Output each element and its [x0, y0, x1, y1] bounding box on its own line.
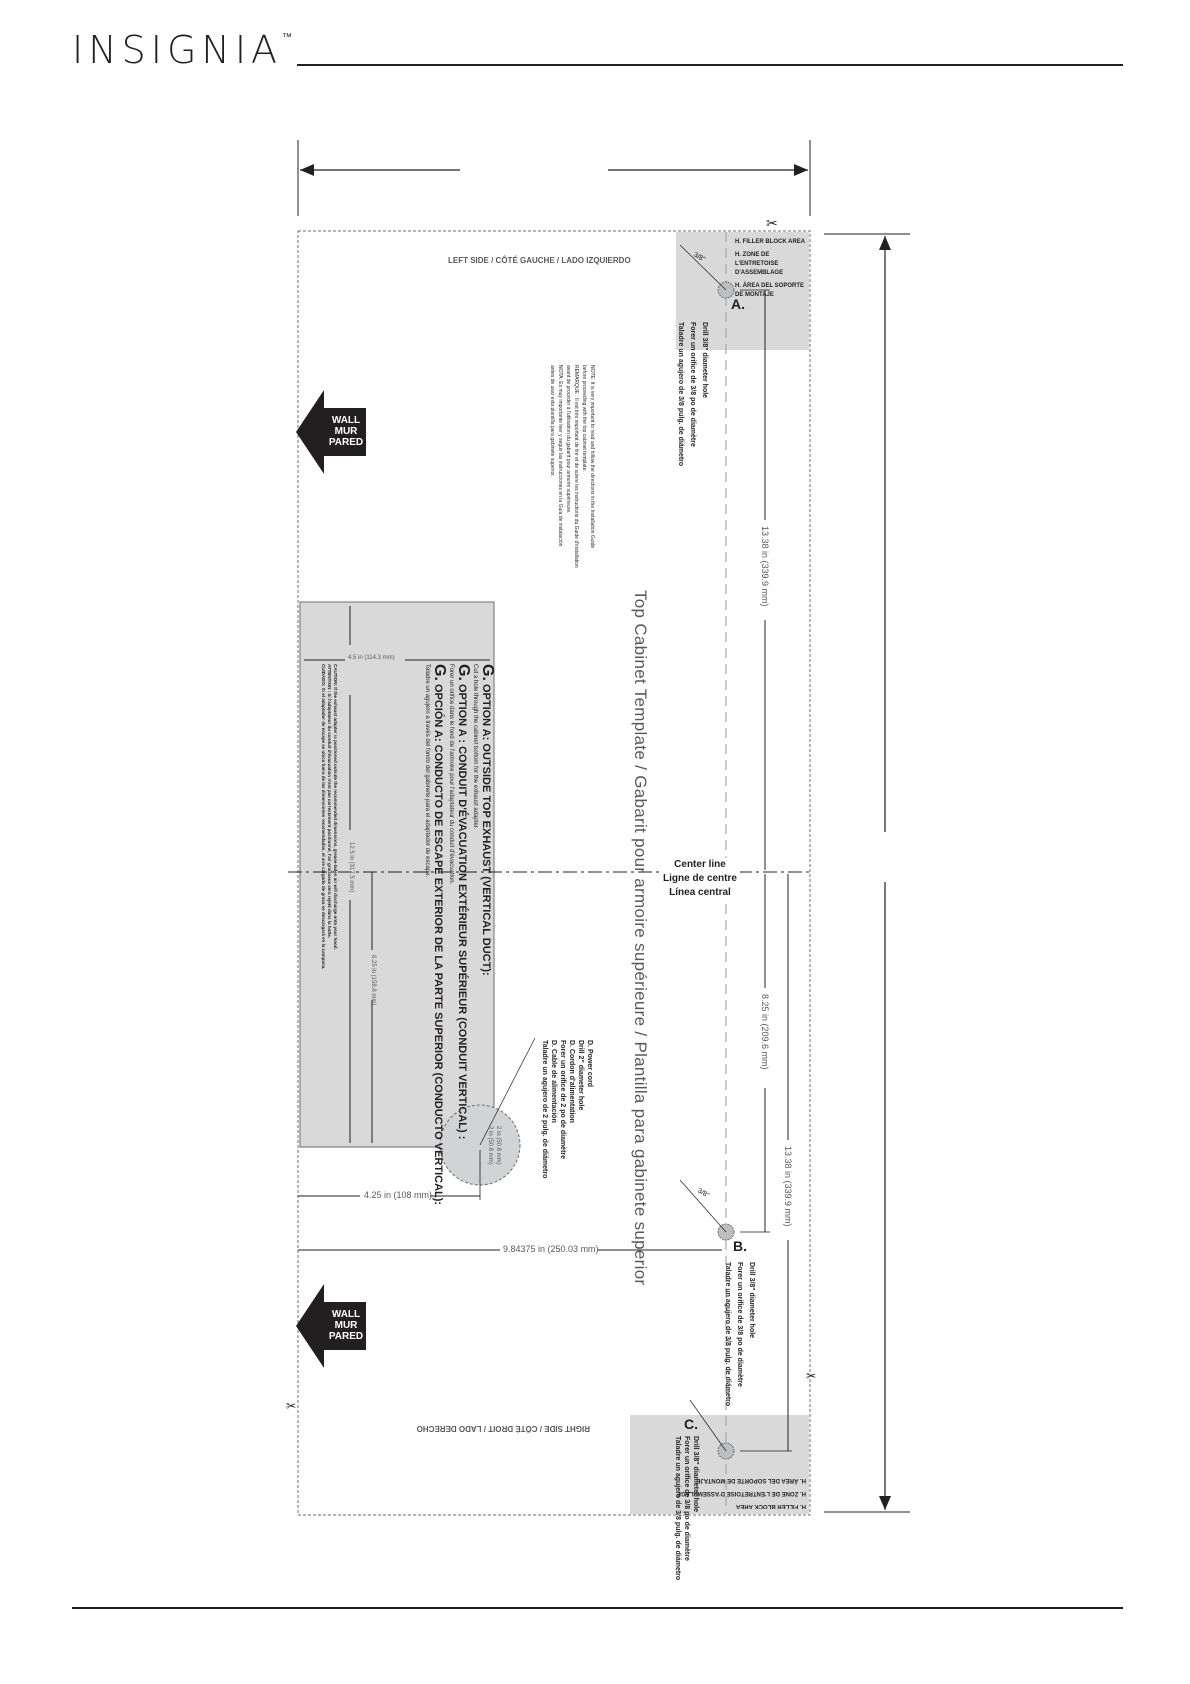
- hole-d-line-6: Taladre un agujero de 2 pulg. de diámetro: [541, 1040, 548, 1179]
- caution-block: [320, 664, 338, 1134]
- hole-b-en: Drill 3/8" diameter hole: [748, 1262, 755, 1339]
- wall-label-es: PARED: [328, 437, 364, 448]
- dim-g-length: 12.5 in (317.5 mm): [348, 842, 354, 893]
- hole-b-text: [721, 1262, 757, 1406]
- hole-d-line-2: Drill 2" diameter hole: [577, 1040, 584, 1111]
- option-g-desc-fr: Forer un orifice dans le fond de l'armoire pour l'adaptateur du conduit d'évacuation.: [448, 664, 454, 885]
- option-g-letter: G.: [479, 664, 496, 681]
- svg-text:✂: ✂: [766, 216, 778, 232]
- hole-c-fr: Forer un orifice de 3/8 po de diamètre: [683, 1436, 690, 1561]
- center-line-fr: Ligne de centre: [663, 873, 737, 884]
- hole-b-fr: Forer un orifice de 3/8 po de diamètre: [736, 1262, 743, 1387]
- note-en-1: NOTE: It is very important to read and follow the directions in the Installation Guide: [589, 365, 595, 549]
- dim-center-b: 8.25 in (209.6 mm): [760, 994, 770, 1070]
- hole-d-line-3: D. Cordon d'alimentation: [568, 1040, 575, 1123]
- caution-en: CAUTION: If the exhaust adapter is positioned outside the recommended dimensions, grease-laden air will discharge onto your hood.: [333, 664, 338, 950]
- filler-fr: H. ZONE DE L'ENTRETOISE D'ASSEMBLAGE: [735, 252, 784, 276]
- option-g-heading-fr: OPTION A : CONDUIT D'ÉVACUATION EXTÉRIEUR SUPÉRIEUR (CONDUIT VERTICAL) :: [456, 683, 468, 1140]
- filler-fr: H. ZONE DE L'ENTRETOISE D'ASSEMBLAGE: [676, 1490, 806, 1496]
- filler-es: H. ÁREA DEL SOPORTE DE MONTAJE: [696, 1477, 806, 1483]
- hole-d-diam-1: 2 in (50.8 mm): [495, 1126, 501, 1165]
- note-fr-2: avant de procéder à l'utilisation du gabarit pour armoire supérieure.: [565, 365, 571, 514]
- svg-text:✂: ✂: [806, 1369, 817, 1383]
- option-g-es: [431, 664, 448, 1206]
- wall-label-en: WALL: [331, 1309, 361, 1320]
- hole-c-letter: C.: [684, 1416, 698, 1432]
- option-g-fr: [455, 664, 470, 1154]
- brand-name: INSIGNIA: [72, 28, 283, 72]
- hole-a-size: 3/8": [692, 251, 707, 264]
- hole-d-text: [540, 1040, 594, 1178]
- left-side-label: LEFT SIDE / CÔTÉ GAUCHE / LADO IZQUIERDO: [448, 256, 631, 265]
- wall-label-bottom: [326, 1309, 366, 1342]
- hole-c-text: [673, 1436, 700, 1580]
- note-es-2: antes de usar esta plantilla para gabinete superior.: [549, 365, 555, 478]
- option-g-desc-en: Cut a hole through the cabinet bottom for the exhaust adapter.: [472, 664, 478, 830]
- dim-b-offset: 9.84375 in (250.03 mm): [503, 1244, 599, 1254]
- svg-text:✂: ✂: [286, 1399, 297, 1413]
- hole-a-text: [674, 322, 710, 466]
- wall-label-fr: MUR: [334, 426, 358, 437]
- dim-a-center: 13.38 in (339.9 mm): [760, 526, 770, 607]
- center-line-en: Center line: [674, 859, 726, 870]
- option-g-block: [422, 664, 496, 1206]
- note-en-2: before proceeding with the top cabinet template.: [581, 365, 587, 472]
- footer-rule: [72, 1607, 1123, 1609]
- filler-es: H. ÁREA DEL SOPORTE DE MONTAJE: [735, 283, 805, 298]
- hole-d-line-1: D. Power cord: [586, 1040, 593, 1088]
- wall-label-fr: MUR: [334, 1320, 358, 1331]
- hole-d-line-4: Forer un orifice de 2 po de diamètre: [559, 1040, 566, 1160]
- hole-a-fr: Forer un orifice de 3/8 po de diamètre: [689, 322, 696, 447]
- option-g-heading-es: OPCIÓN A: CONDUCTO DE ESCAPE EXTERIOR DE LA PARTE SUPERIOR (CONDUCTO VERTICAL):: [432, 683, 444, 1206]
- option-g-letter: G.: [455, 664, 472, 681]
- dim-g-width: 4.5 in (114.3 mm): [348, 655, 395, 661]
- hole-b-size: 3/8": [696, 1187, 711, 1200]
- hole-a-en: Drill 3/8" diameter hole: [701, 322, 708, 399]
- option-g-heading-en: OPTION A: OUTSIDE TOP EXHAUST (VERTICAL DUCT):: [480, 683, 492, 976]
- hole-b-es: Taladre un agujero de 3/8 pulg. de diámetro: [724, 1262, 731, 1407]
- trademark: ™: [282, 32, 293, 43]
- caution-fr: ATTENTION : Si l'adaptateur du conduit d'évacuation n'est pas correctement positionné, l'air graisseux sera rejeté dans la hotte.: [327, 664, 332, 939]
- template-title: Top Cabinet Template / Gabarit pour armoire supérieure / Plantilla para gabinete superior: [631, 590, 650, 1286]
- dim-d-offset: 4.25 in (108 mm): [364, 1190, 433, 1200]
- option-g-en: [479, 664, 494, 1154]
- caution-es: CUIDADO: Si el adaptador de escape se ubica fuera de las dimensiones recomendadas, el aire cargado de grasa se descargará en la campana.: [321, 664, 326, 970]
- note-es-1: NOTA: Es muy importante leer y seguir las instrucciones en la Guía de instalación: [557, 365, 563, 547]
- filler-en: H. FILLER BLOCK AREA: [735, 239, 806, 245]
- filler-block-bottom-text: [676, 1475, 806, 1510]
- center-line-label: [660, 858, 740, 900]
- installation-note: [548, 365, 596, 568]
- note-fr-1: REMARQUE : Il est très important de lire et de suivre les instructions du Guide d'installation: [573, 365, 579, 568]
- right-side-label: RIGHT SIDE / CÔTÉ DROIT / LADO DERECHO: [416, 1424, 590, 1433]
- wall-label-top: [326, 415, 366, 448]
- wall-label-en: WALL: [331, 415, 361, 426]
- wall-label-es: PARED: [328, 1331, 364, 1342]
- hole-a-es: Taladre un agujero de 3/8 pulg. de diámetro: [677, 322, 684, 467]
- filler-block-top-text: [735, 238, 807, 300]
- hole-c-es: Taladre un agujero de 3/8 pulg. de diámetro: [674, 1436, 681, 1581]
- option-g-desc-es: Taladre un agujero a través del fondo del gabinete para el adaptador de escape.: [424, 664, 430, 878]
- option-g-letter: G.: [431, 664, 448, 681]
- hole-c-en: Drill 3/8" diameter hole: [692, 1436, 699, 1513]
- center-line-es: Línea central: [669, 887, 731, 898]
- filler-en: H. FILLER BLOCK AREA: [735, 1503, 806, 1509]
- hole-d-line-5: D. Cable de alimentación: [550, 1040, 557, 1123]
- hole-b-letter: B.: [733, 1238, 747, 1254]
- dim-g-half: 6.25 in (158.8 mm): [370, 955, 376, 1006]
- dim-center-c: 13.38 in (339.9 mm): [783, 1146, 793, 1227]
- hole-a-letter: A.: [731, 296, 745, 312]
- hole-d-diam-2: 2 in (50.8 mm): [487, 1126, 493, 1165]
